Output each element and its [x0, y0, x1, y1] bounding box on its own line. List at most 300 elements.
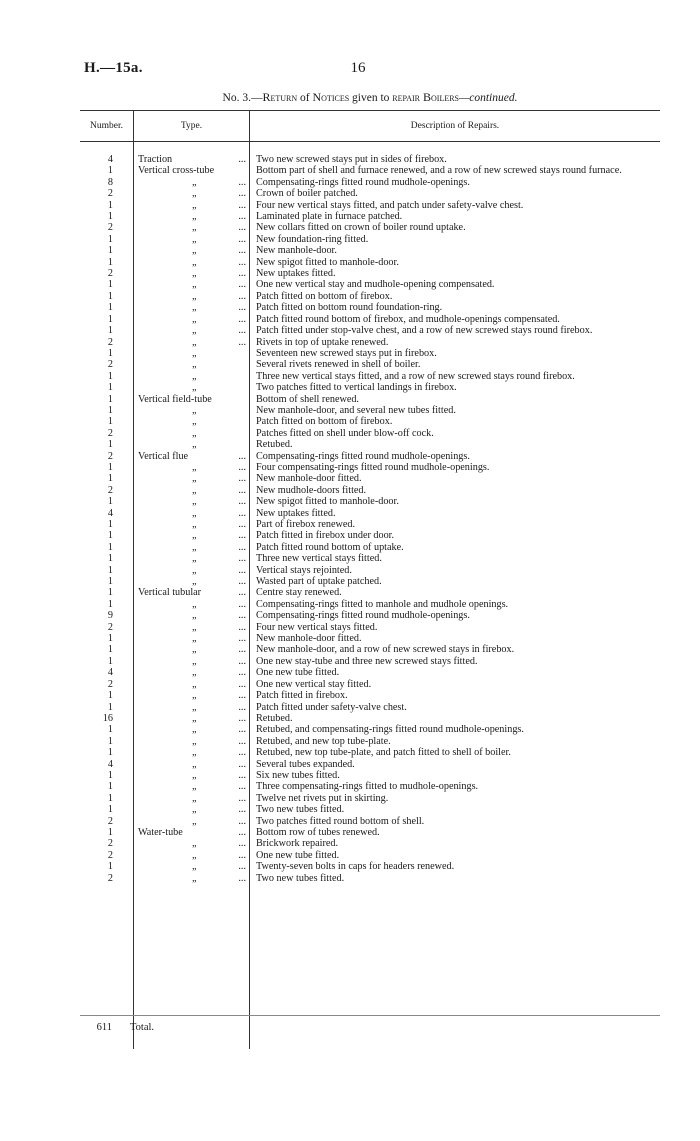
- row-number: 1: [107, 792, 113, 804]
- row-description: Retubed, new top tube-plate, and patch fitted to shell of boiler.: [256, 747, 511, 759]
- table-row: [80, 496, 660, 507]
- row-description: Laminated plate in furnace patched.: [256, 211, 403, 223]
- title-notices: Notices: [312, 90, 350, 104]
- table-row: [80, 565, 660, 576]
- table-row: [80, 724, 660, 735]
- header-bottom-rule: [80, 141, 660, 142]
- table-row: [80, 337, 660, 348]
- total-number: 611: [96, 1022, 112, 1033]
- row-type: „: [192, 667, 197, 679]
- row-number: 1: [107, 690, 113, 702]
- row-type: „: [192, 576, 197, 588]
- row-leader-dots: ...: [238, 872, 246, 884]
- row-leader-dots: ...: [238, 461, 246, 473]
- row-type: „: [192, 861, 197, 873]
- table-row: [80, 508, 660, 519]
- row-description: Two new tubes fitted.: [256, 804, 345, 816]
- row-number: 1: [107, 302, 113, 314]
- row-number: 1: [107, 279, 113, 291]
- row-type: „: [192, 655, 197, 667]
- row-description: New uptakes fitted.: [256, 507, 336, 519]
- row-number: 1: [107, 461, 113, 473]
- row-type: Vertical cross-tube: [138, 165, 215, 177]
- page-reference: H.—15a.: [84, 60, 143, 76]
- row-description: Two patches fitted to vertical landings in firebox.: [256, 382, 457, 394]
- row-description: Several rivets renewed in shell of boiler.: [256, 359, 421, 371]
- table-row: [80, 838, 660, 849]
- row-leader-dots: ...: [238, 268, 246, 280]
- table-row: [80, 416, 660, 427]
- row-description: Two patches fitted round bottom of shell.: [256, 815, 425, 827]
- row-number: 1: [107, 530, 113, 542]
- row-type: „: [192, 872, 197, 884]
- row-leader-dots: ...: [238, 222, 246, 234]
- row-description: Compensating-rings fitted round mudhole-openings.: [256, 610, 470, 622]
- table-row: [80, 325, 660, 336]
- row-type: „: [192, 598, 197, 610]
- row-description: Three compensating-rings fitted to mudhole-openings.: [256, 781, 479, 793]
- row-number: 8: [107, 176, 113, 188]
- row-description: Compensating-rings fitted round mudhole-openings.: [256, 450, 470, 462]
- row-number: 1: [107, 519, 113, 530]
- row-number: 1: [107, 211, 113, 223]
- table-row: [80, 633, 660, 644]
- row-number: 1: [107, 633, 113, 645]
- row-type: „: [192, 781, 197, 793]
- title-of: of: [297, 92, 313, 104]
- row-leader-dots: ...: [238, 769, 246, 781]
- row-type: „: [192, 336, 197, 348]
- table-row: [80, 519, 660, 530]
- row-description: Bottom of shell renewed.: [256, 393, 359, 405]
- row-number: 1: [107, 245, 113, 257]
- row-description: Retubed, and new top tube-plate.: [256, 735, 391, 747]
- row-type: „: [192, 678, 197, 690]
- row-type: „: [192, 496, 197, 508]
- table-row: [80, 530, 660, 541]
- table-body: [80, 154, 660, 884]
- table-row: [80, 165, 660, 176]
- row-type: „: [192, 621, 197, 633]
- row-type: „: [192, 211, 197, 223]
- row-type: „: [192, 222, 197, 234]
- row-description: Four new vertical stays fitted, and patch under safety-valve chest.: [256, 199, 524, 211]
- row-description: Four new vertical stays fitted.: [256, 621, 378, 633]
- row-number: 1: [107, 781, 113, 793]
- row-leader-dots: ...: [238, 735, 246, 747]
- table-row: [80, 656, 660, 667]
- row-number: 1: [107, 747, 113, 759]
- row-leader-dots: ...: [238, 815, 246, 827]
- row-number: 1: [107, 826, 113, 838]
- row-leader-dots: ...: [238, 450, 246, 462]
- table-row: [80, 428, 660, 439]
- row-number: 1: [107, 233, 113, 245]
- row-description: New foundation-ring fitted.: [256, 233, 369, 245]
- table-row: [80, 348, 660, 359]
- row-type: „: [192, 633, 197, 645]
- row-leader-dots: ...: [238, 610, 246, 622]
- row-type: „: [192, 849, 197, 861]
- row-number: 2: [107, 872, 113, 884]
- table-row: [80, 873, 660, 884]
- row-leader-dots: ...: [238, 541, 246, 553]
- row-description: Retubed, and compensating-rings fitted round mudhole-openings.: [256, 724, 524, 736]
- row-leader-dots: ...: [238, 336, 246, 348]
- row-type: „: [192, 530, 197, 542]
- row-leader-dots: ...: [238, 576, 246, 588]
- row-type: „: [192, 347, 197, 359]
- title-continued: —continued.: [459, 92, 518, 104]
- row-leader-dots: ...: [238, 758, 246, 770]
- row-type: Vertical field-tube: [138, 393, 212, 405]
- row-type: „: [192, 313, 197, 325]
- row-number: 2: [107, 188, 113, 200]
- table-row: [80, 793, 660, 804]
- table-row: [80, 291, 660, 302]
- table-row: [80, 622, 660, 633]
- row-number: 2: [107, 838, 113, 850]
- table-row: [80, 747, 660, 758]
- table-row: [80, 587, 660, 598]
- row-leader-dots: ...: [238, 154, 246, 165]
- row-number: 2: [107, 678, 113, 690]
- row-description: Patch fitted on bottom round foundation-ring.: [256, 302, 443, 314]
- row-description: Seventeen new screwed stays put in firebox.: [256, 347, 437, 359]
- row-description: Bottom part of shell and furnace renewed, and a row of new screwed stays round furnace.: [256, 165, 622, 177]
- table-row: [80, 222, 660, 233]
- row-number: 1: [107, 393, 113, 405]
- row-description: New manhole-door fitted.: [256, 633, 362, 645]
- row-type: „: [192, 245, 197, 257]
- table-row: [80, 861, 660, 872]
- table-row: [80, 759, 660, 770]
- row-description: Three new vertical stays fitted, and a row of new screwed stays round firebox.: [256, 370, 575, 382]
- row-leader-dots: ...: [238, 724, 246, 736]
- table-row: [80, 804, 660, 815]
- row-type: „: [192, 382, 197, 394]
- row-description: One new vertical stay fitted.: [256, 678, 372, 690]
- row-leader-dots: ...: [238, 804, 246, 816]
- table-row: [80, 644, 660, 655]
- row-type: „: [192, 473, 197, 485]
- title-repair-boilers: repair Boilers: [392, 90, 459, 104]
- row-leader-dots: ...: [238, 256, 246, 268]
- row-number: 2: [107, 484, 113, 496]
- row-number: 1: [107, 347, 113, 359]
- row-number: 1: [107, 404, 113, 416]
- row-number: 1: [107, 804, 113, 816]
- row-leader-dots: ...: [238, 678, 246, 690]
- row-description: New spigot fitted to manhole-door.: [256, 496, 399, 508]
- row-description: Crown of boiler patched.: [256, 188, 358, 200]
- row-leader-dots: ...: [238, 701, 246, 713]
- row-description: Brickwork repaired.: [256, 838, 339, 850]
- row-type: „: [192, 427, 197, 439]
- row-leader-dots: ...: [238, 747, 246, 759]
- row-number: 1: [107, 644, 113, 656]
- row-type: „: [192, 461, 197, 473]
- row-number: 2: [107, 336, 113, 348]
- row-description: Patch fitted under stop-valve chest, and a row of new screwed stays round firebox.: [256, 325, 593, 337]
- row-number: 1: [107, 199, 113, 211]
- row-number: 2: [107, 621, 113, 633]
- row-description: Compensating-rings fitted to manhole and mudhole openings.: [256, 598, 509, 610]
- table-row: [80, 599, 660, 610]
- row-type: „: [192, 724, 197, 736]
- row-description: Patch fitted round bottom of uptake.: [256, 541, 404, 553]
- row-description: Three new vertical stays fitted.: [256, 553, 382, 565]
- row-description: One new tube fitted.: [256, 667, 340, 679]
- row-number: 1: [107, 564, 113, 576]
- row-type: „: [192, 199, 197, 211]
- row-leader-dots: ...: [238, 484, 246, 496]
- row-description: Several tubes expanded.: [256, 758, 355, 770]
- row-description: Rivets in top of uptake renewed.: [256, 336, 389, 348]
- row-type: „: [192, 541, 197, 553]
- row-number: 2: [107, 450, 113, 462]
- row-description: Compensating-rings fitted round mudhole-openings.: [256, 176, 470, 188]
- table-row: [80, 827, 660, 838]
- row-number: 2: [107, 427, 113, 439]
- row-type: „: [192, 484, 197, 496]
- row-description: Patch fitted in firebox.: [256, 690, 348, 702]
- row-description: New manhole-door.: [256, 245, 337, 257]
- table-row: [80, 473, 660, 484]
- table-row: [80, 576, 660, 587]
- table-row: [80, 770, 660, 781]
- table-row: [80, 439, 660, 450]
- row-number: 4: [107, 667, 113, 679]
- row-leader-dots: ...: [238, 655, 246, 667]
- row-number: 1: [107, 701, 113, 713]
- title-return: Return: [262, 90, 298, 104]
- table-row: [80, 177, 660, 188]
- table-row: [80, 702, 660, 713]
- row-number: 2: [107, 222, 113, 234]
- page-number: 16: [350, 60, 366, 76]
- row-leader-dots: ...: [238, 690, 246, 702]
- row-type: Vertical tubular: [138, 587, 202, 599]
- row-type: „: [192, 712, 197, 724]
- row-leader-dots: ...: [238, 861, 246, 873]
- row-description: Six new tubes fitted.: [256, 769, 340, 781]
- row-type: „: [192, 758, 197, 770]
- row-number: 4: [107, 507, 113, 519]
- row-description: New uptakes fitted.: [256, 268, 336, 280]
- table-row: [80, 268, 660, 279]
- row-description: One new stay-tube and three new screwed stays fitted.: [256, 655, 478, 667]
- row-number: 1: [107, 553, 113, 565]
- row-description: Twenty-seven bolts in caps for headers renewed.: [256, 861, 455, 873]
- row-leader-dots: ...: [238, 564, 246, 576]
- row-type: „: [192, 564, 197, 576]
- row-description: Two new tubes fitted.: [256, 872, 345, 884]
- row-description: Two new screwed stays put in sides of firebox.: [256, 154, 447, 165]
- row-number: 1: [107, 541, 113, 553]
- row-number: 1: [107, 861, 113, 873]
- table-row: [80, 451, 660, 462]
- row-number: 1: [107, 598, 113, 610]
- row-type: „: [192, 359, 197, 371]
- row-type: „: [192, 279, 197, 291]
- row-leader-dots: ...: [238, 598, 246, 610]
- row-type: „: [192, 804, 197, 816]
- row-type: „: [192, 838, 197, 850]
- table-row: [80, 245, 660, 256]
- row-type: „: [192, 439, 197, 451]
- row-type: „: [192, 644, 197, 656]
- row-type: „: [192, 610, 197, 622]
- row-description: Vertical stays rejointed.: [256, 564, 352, 576]
- row-number: 1: [107, 165, 113, 177]
- table-row: [80, 736, 660, 747]
- row-description: One new vertical stay and mudhole-opening compensated.: [256, 279, 495, 291]
- row-number: 1: [107, 576, 113, 588]
- row-number: 1: [107, 496, 113, 508]
- row-description: New manhole-door fitted.: [256, 473, 362, 485]
- table-row: [80, 781, 660, 792]
- row-number: 2: [107, 359, 113, 371]
- row-type: „: [192, 553, 197, 565]
- row-type: „: [192, 188, 197, 200]
- row-type: „: [192, 325, 197, 337]
- row-number: 9: [107, 610, 113, 622]
- row-type: „: [192, 747, 197, 759]
- row-type: „: [192, 176, 197, 188]
- row-leader-dots: ...: [238, 188, 246, 200]
- row-type: „: [192, 507, 197, 519]
- table-row: [80, 188, 660, 199]
- column-header-description: Description of Repairs.: [410, 121, 500, 131]
- row-number: 2: [107, 268, 113, 280]
- row-type: „: [192, 404, 197, 416]
- row-leader-dots: ...: [238, 313, 246, 325]
- row-leader-dots: ...: [238, 553, 246, 565]
- table-row: [80, 816, 660, 827]
- table-row: [80, 154, 660, 165]
- row-number: 1: [107, 382, 113, 394]
- table-row: [80, 713, 660, 724]
- row-description: Retubed.: [256, 439, 293, 451]
- row-number: 1: [107, 724, 113, 736]
- row-number: 1: [107, 325, 113, 337]
- row-description: New spigot fitted to manhole-door.: [256, 256, 399, 268]
- table-title: [80, 90, 660, 105]
- row-leader-dots: ...: [238, 621, 246, 633]
- row-type: „: [192, 815, 197, 827]
- table-row: [80, 359, 660, 370]
- row-number: 1: [107, 735, 113, 747]
- table-row: [80, 462, 660, 473]
- table-row: [80, 542, 660, 553]
- row-leader-dots: ...: [238, 325, 246, 337]
- column-header-number: Number.: [90, 121, 123, 131]
- row-leader-dots: ...: [238, 792, 246, 804]
- row-description: Patch fitted on bottom of firebox.: [256, 290, 393, 302]
- row-leader-dots: ...: [238, 233, 246, 245]
- row-leader-dots: ...: [238, 587, 246, 599]
- row-leader-dots: ...: [238, 211, 246, 223]
- row-type: „: [192, 792, 197, 804]
- row-number: 2: [107, 849, 113, 861]
- row-leader-dots: ...: [238, 633, 246, 645]
- row-number: 1: [107, 655, 113, 667]
- table-row: [80, 394, 660, 405]
- row-type: „: [192, 370, 197, 382]
- row-description: Patch fitted round bottom of firebox, and mudhole-openings compensated.: [256, 313, 560, 325]
- row-number: 1: [107, 769, 113, 781]
- row-leader-dots: ...: [238, 496, 246, 508]
- row-number: 1: [107, 416, 113, 428]
- row-leader-dots: ...: [238, 712, 246, 724]
- row-description: Patch fitted on bottom of firebox.: [256, 416, 393, 428]
- row-leader-dots: ...: [238, 667, 246, 679]
- table-row: [80, 667, 660, 678]
- table-row: [80, 200, 660, 211]
- table-row: [80, 679, 660, 690]
- row-number: 1: [107, 290, 113, 302]
- table-row: [80, 405, 660, 416]
- row-type: „: [192, 735, 197, 747]
- row-type: „: [192, 416, 197, 428]
- row-leader-dots: ...: [238, 302, 246, 314]
- row-leader-dots: ...: [238, 245, 246, 257]
- row-leader-dots: ...: [238, 644, 246, 656]
- row-description: New manhole-door, and a row of new screwed stays in firebox.: [256, 644, 515, 656]
- row-description: Twelve net rivets put in skirting.: [256, 792, 389, 804]
- row-description: Wasted part of uptake patched.: [256, 576, 382, 588]
- row-number: 2: [107, 815, 113, 827]
- row-description: Bottom row of tubes renewed.: [256, 826, 380, 838]
- row-description: Centre stay renewed.: [256, 587, 342, 599]
- row-type: Traction: [138, 154, 173, 165]
- row-leader-dots: ...: [238, 176, 246, 188]
- row-leader-dots: ...: [238, 826, 246, 838]
- row-leader-dots: ...: [238, 838, 246, 850]
- row-number: 16: [102, 712, 113, 724]
- title-given-to: given to: [349, 92, 393, 104]
- row-number: 1: [107, 370, 113, 382]
- table-row: [80, 234, 660, 245]
- table-row: [80, 257, 660, 268]
- row-type: „: [192, 233, 197, 245]
- table-row: [80, 314, 660, 325]
- row-leader-dots: ...: [238, 781, 246, 793]
- row-number: 1: [107, 473, 113, 485]
- row-description: Patch fitted under safety-valve chest.: [256, 701, 407, 713]
- title-prefix: No. 3.—: [222, 92, 263, 104]
- table-row: [80, 850, 660, 861]
- table-row: [80, 690, 660, 701]
- row-leader-dots: ...: [238, 530, 246, 542]
- row-leader-dots: ...: [238, 507, 246, 519]
- row-description: Patches fitted on shell under blow-off cock.: [256, 427, 434, 439]
- row-type: „: [192, 690, 197, 702]
- table-row: [80, 279, 660, 290]
- total-label: Total.: [130, 1022, 155, 1033]
- table-row: [80, 371, 660, 382]
- row-description: New manhole-door, and several new tubes fitted.: [256, 404, 456, 416]
- table-row: [80, 211, 660, 222]
- row-leader-dots: ...: [238, 199, 246, 211]
- row-type: „: [192, 519, 197, 530]
- row-number: 1: [107, 313, 113, 325]
- row-number: 4: [107, 758, 113, 770]
- row-type: „: [192, 769, 197, 781]
- row-type: „: [192, 256, 197, 268]
- row-type: „: [192, 268, 197, 280]
